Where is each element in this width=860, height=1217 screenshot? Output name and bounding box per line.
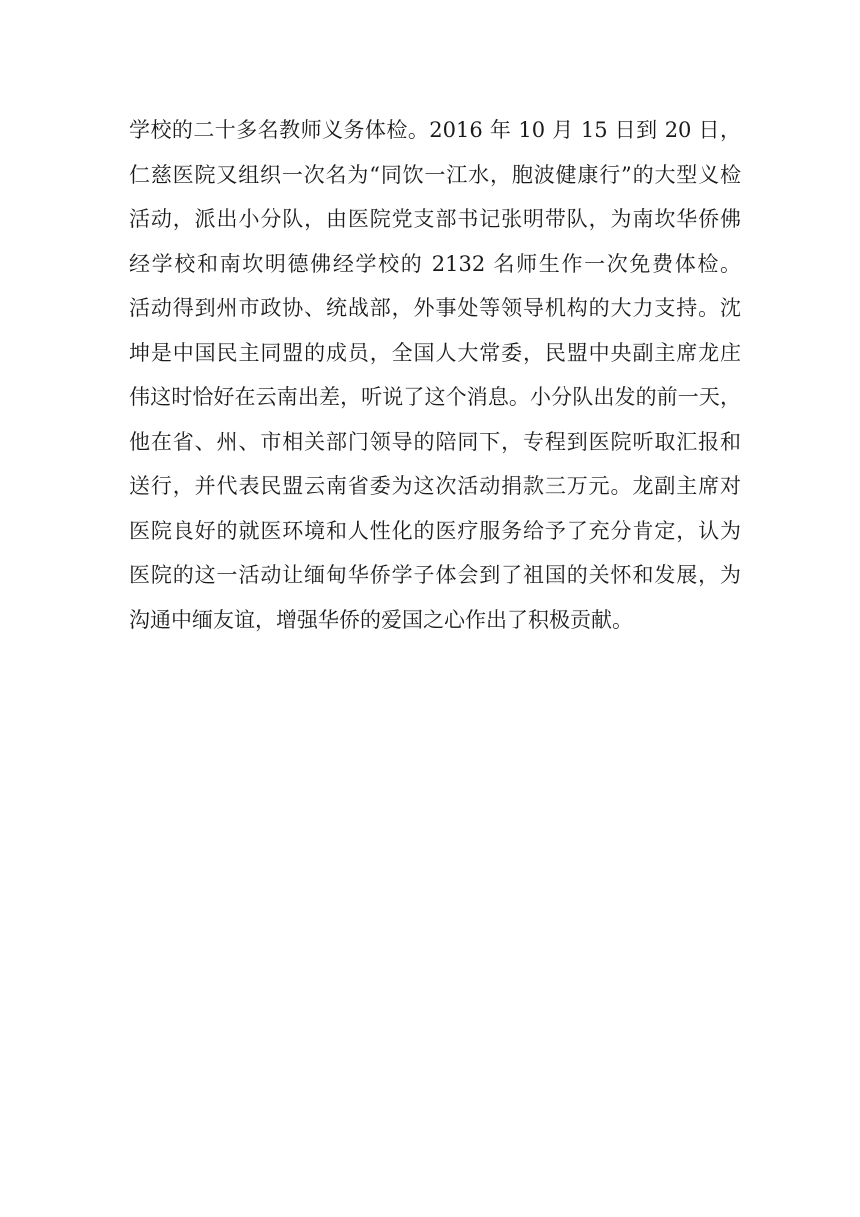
text-line-7: 伟这时恰好在云南出差，听说了这个消息。小分队出发的前一天， xyxy=(129,385,741,409)
text-line-6: 坤是中国民主同盟的成员，全国人大常委，民盟中央副主席龙庄 xyxy=(129,340,741,365)
text-line-2: 仁慈医院又组织一次名为“同饮一江水，胞波健康行”的大型义检 xyxy=(129,162,741,187)
text-line-1: 学校的二十多名教师义务体检。2016 年 10 月 15 日到 20 日， xyxy=(129,118,741,142)
text-line-5: 活动得到州市政协、统战部，外事处等领导机构的大力支持。沈 xyxy=(129,296,741,320)
text-line-3: 活动，派出小分队，由医院党支部书记张明带队，为南坎华侨佛 xyxy=(129,207,741,231)
text-line-11: 医院的这一活动让缅甸华侨学子体会到了祖国的关怀和发展，为 xyxy=(129,563,741,587)
text-line-8: 他在省、州、市相关部门领导的陪同下，专程到医院听取汇报和 xyxy=(129,429,741,454)
text-line-4: 经学校和南坎明德佛经学校的 2132 名师生作一次免费体检。 xyxy=(129,251,741,276)
text-line-10: 医院良好的就医环境和人性化的医疗服务给予了充分肯定，认为 xyxy=(129,518,741,543)
text-line-12: 沟通中缅友谊，增强华侨的爱国之心作出了积极贡献。 xyxy=(129,607,633,632)
text-line-9: 送行，并代表民盟云南省委为这次活动捐款三万元。龙副主席对 xyxy=(129,474,741,498)
body-paragraph xyxy=(129,108,741,642)
